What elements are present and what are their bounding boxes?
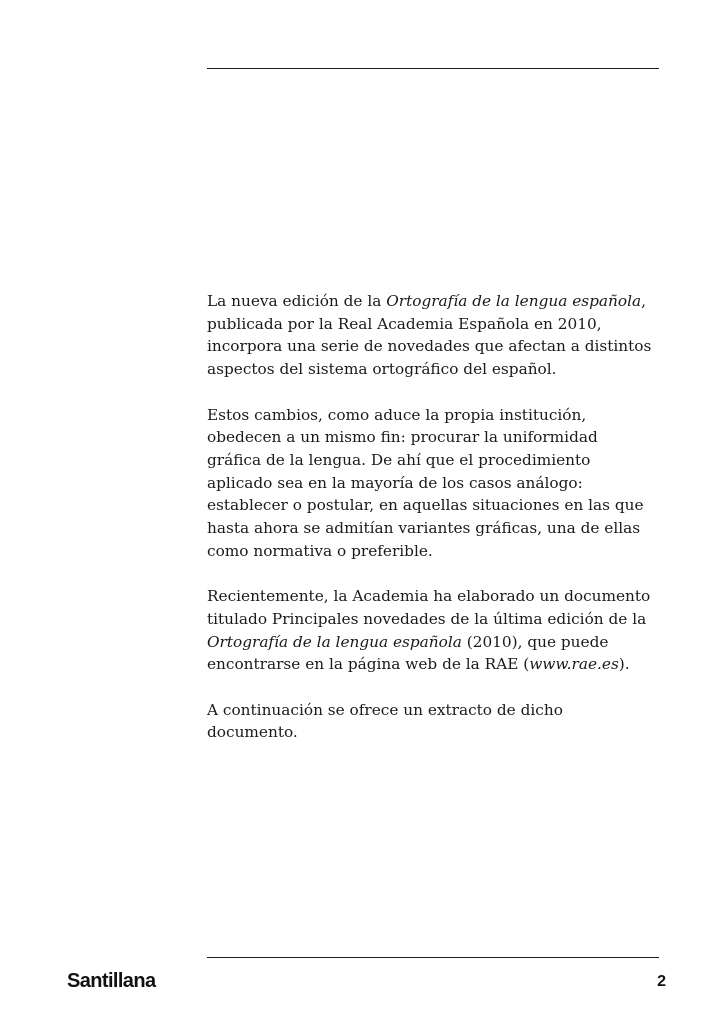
paragraph-2-line-4: aplicado sea en la mayoría de los casos análogo:	[207, 473, 583, 492]
book-title: Ortografía de la lengua española	[386, 292, 642, 310]
paragraph-2-line-5: establecer o postular, en aquellas situaciones en las que	[207, 496, 644, 515]
paragraph-3-line-3: Ortografía de la lengua española (2010), que puede	[207, 632, 609, 651]
body-text	[207, 290, 659, 767]
paragraph-3-line-2: titulado Principales novedades de la última edición de la	[207, 609, 647, 628]
bottom-rule	[207, 957, 659, 958]
paragraph-1-line-1: La nueva edición de la Ortografía de la lengua española,	[207, 292, 646, 310]
top-rule	[207, 68, 659, 69]
paragraph-4-line-1: A continuación se ofrece un extracto de dicho	[207, 700, 563, 719]
paragraph-2-line-1: Estos cambios, como aduce la propia institución,	[207, 405, 587, 424]
paragraph-3-line-4: encontrarse en la página web de la RAE (www.rae.es).	[207, 655, 630, 674]
book-title: Ortografía de la lengua española	[207, 632, 462, 651]
paragraph-2	[207, 404, 659, 563]
page-number: 2	[657, 973, 666, 990]
paragraph-2-line-6: hasta ahora se admitían variantes gráficas, una de ellas	[207, 519, 641, 538]
paragraph-4	[207, 699, 659, 744]
paragraph-2-line-7: como normativa o preferible.	[207, 541, 433, 560]
paragraph-1-line-2: publicada por la Real Academia Española en 2010,	[207, 314, 602, 333]
paragraph-2-line-2: obedecen a un mismo fin: procurar la uniformidad	[207, 428, 598, 447]
paragraph-1-line-3: incorpora una serie de novedades que afectan a distintos	[207, 337, 652, 356]
paragraph-3	[207, 585, 659, 676]
rae-url: www.rae.es	[529, 655, 619, 674]
paragraph-4-line-2: documento.	[207, 723, 298, 742]
paragraph-3-line-1: Recientemente, la Academia ha elaborado un documento	[207, 587, 651, 606]
publisher-logo: Santillana	[67, 970, 156, 992]
paragraph-1	[207, 290, 659, 381]
paragraph-1-line-4: aspectos del sistema ortográfico del español.	[207, 360, 557, 379]
paragraph-2-line-3: gráfica de la lengua. De ahí que el procedimiento	[207, 450, 591, 469]
